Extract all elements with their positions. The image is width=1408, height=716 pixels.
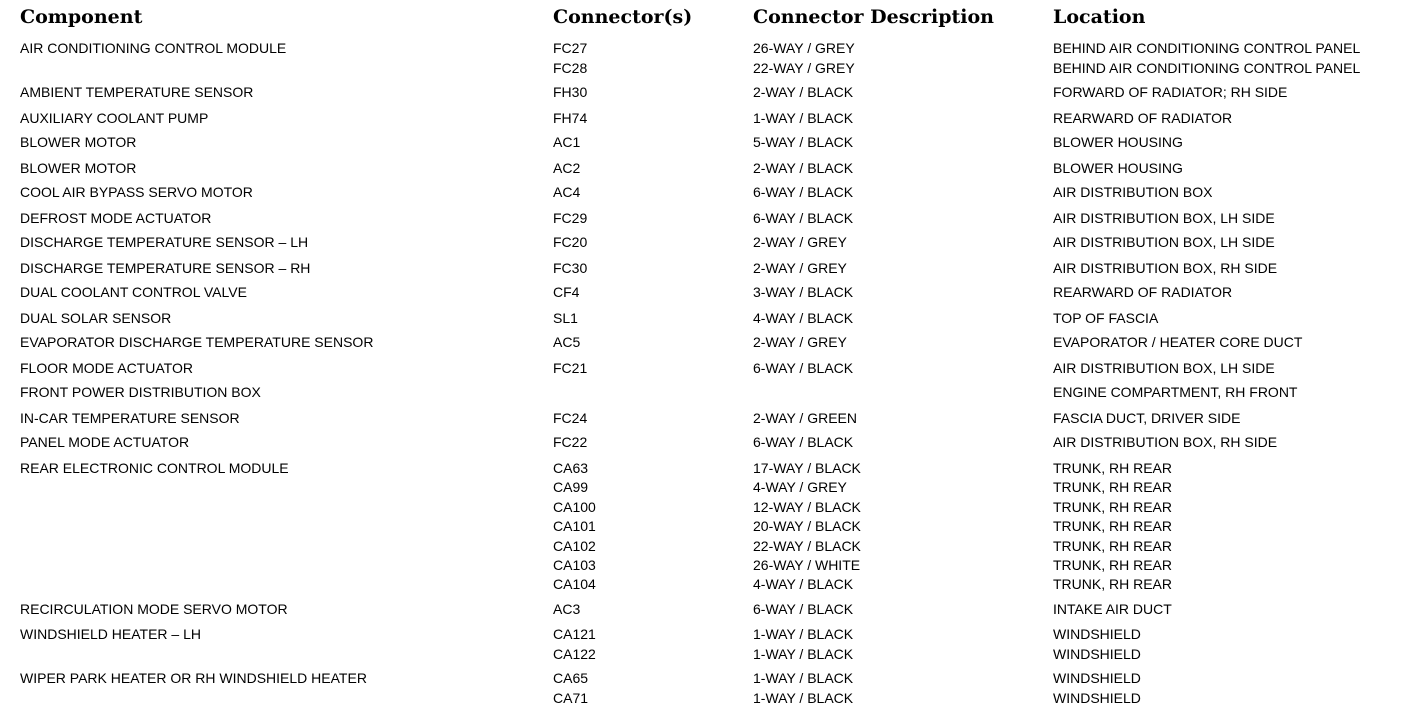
connector-description: 26-WAY / WHITE	[753, 557, 861, 573]
connector-id: AC3	[553, 601, 581, 617]
location-text: BLOWER HOUSING	[1053, 160, 1183, 176]
connector-description: 12-WAY / BLACK	[753, 499, 861, 515]
connector-description: 2-WAY / BLACK	[753, 84, 854, 100]
connector-description: 2-WAY / GREEN	[753, 410, 857, 426]
connector-id: FC20	[553, 234, 588, 250]
location-text: WINDSHIELD	[1053, 670, 1141, 686]
component-name: EVAPORATOR DISCHARGE TEMPERATURE SENSOR	[20, 334, 374, 350]
connector-id: CA63	[553, 460, 589, 476]
connector-description: 26-WAY / GREY	[753, 40, 855, 56]
connector-id: CF4	[553, 284, 580, 300]
location-text: FASCIA DUCT, DRIVER SIDE	[1053, 410, 1241, 426]
connector-id: CA103	[553, 557, 596, 573]
location-text: TOP OF FASCIA	[1053, 310, 1159, 326]
component-name: WIPER PARK HEATER OR RH WINDSHIELD HEATER	[20, 670, 367, 686]
component-name: DUAL SOLAR SENSOR	[20, 310, 172, 326]
connector-description: 2-WAY / GREY	[753, 234, 847, 250]
connector-id: FH30	[553, 84, 588, 100]
connector-id: CA71	[553, 690, 589, 706]
location-text: EVAPORATOR / HEATER CORE DUCT	[1053, 334, 1303, 350]
connector-description: 6-WAY / BLACK	[753, 360, 854, 376]
component-name: PANEL MODE ACTUATOR	[20, 434, 190, 450]
connector-description: 4-WAY / BLACK	[753, 310, 854, 326]
connector-description: 2-WAY / GREY	[753, 334, 847, 350]
connector-id: AC2	[553, 160, 581, 176]
component-name: RECIRCULATION MODE SERVO MOTOR	[20, 601, 288, 617]
location-text: AIR DISTRIBUTION BOX, LH SIDE	[1053, 210, 1275, 226]
connector-description: 20-WAY / BLACK	[753, 518, 861, 534]
location-text: BLOWER HOUSING	[1053, 134, 1183, 150]
location-text: FORWARD OF RADIATOR; RH SIDE	[1053, 84, 1288, 100]
component-name: FLOOR MODE ACTUATOR	[20, 360, 193, 376]
connector-id: AC5	[553, 334, 581, 350]
component-name: COOL AIR BYPASS SERVO MOTOR	[20, 184, 253, 200]
component-name: WINDSHIELD HEATER – LH	[20, 626, 201, 642]
connector-id: FC28	[553, 60, 588, 76]
location-text: WINDSHIELD	[1053, 626, 1141, 642]
connector-description: 4-WAY / GREY	[753, 479, 847, 495]
component-name: DISCHARGE TEMPERATURE SENSOR – RH	[20, 260, 311, 276]
connector-description: 6-WAY / BLACK	[753, 184, 854, 200]
location-text: AIR DISTRIBUTION BOX, LH SIDE	[1053, 360, 1275, 376]
location-text: REARWARD OF RADIATOR	[1053, 284, 1233, 300]
connector-id: CA99	[553, 479, 589, 495]
component-name: IN-CAR TEMPERATURE SENSOR	[20, 410, 240, 426]
location-text: TRUNK, RH REAR	[1053, 499, 1173, 515]
connector-id: CA65	[553, 670, 589, 686]
component-name: REAR ELECTRONIC CONTROL MODULE	[20, 460, 289, 476]
connector-description: 5-WAY / BLACK	[753, 134, 854, 150]
header-connector-description: Connector Description	[753, 6, 994, 28]
connector-id: SL1	[553, 310, 578, 326]
location-text: AIR DISTRIBUTION BOX, LH SIDE	[1053, 234, 1275, 250]
connector-description: 1-WAY / BLACK	[753, 690, 854, 706]
connector-id: CA104	[553, 576, 596, 592]
component-name: DEFROST MODE ACTUATOR	[20, 210, 212, 226]
component-name: AIR CONDITIONING CONTROL MODULE	[20, 40, 287, 56]
location-text: AIR DISTRIBUTION BOX, RH SIDE	[1053, 434, 1278, 450]
connector-id: FH74	[553, 110, 588, 126]
connector-id: FC30	[553, 260, 588, 276]
component-name: AUXILIARY COOLANT PUMP	[20, 110, 209, 126]
component-name: BLOWER MOTOR	[20, 160, 137, 176]
connector-description: 1-WAY / BLACK	[753, 670, 854, 686]
location-text: INTAKE AIR DUCT	[1053, 601, 1172, 617]
location-text: TRUNK, RH REAR	[1053, 538, 1173, 554]
location-text: TRUNK, RH REAR	[1053, 479, 1173, 495]
connector-description: 4-WAY / BLACK	[753, 576, 854, 592]
connector-description: 22-WAY / GREY	[753, 60, 855, 76]
connector-description: 1-WAY / BLACK	[753, 646, 854, 662]
connector-description: 22-WAY / BLACK	[753, 538, 861, 554]
header-location: Location	[1053, 6, 1146, 28]
location-text: TRUNK, RH REAR	[1053, 557, 1173, 573]
connector-id: FC22	[553, 434, 588, 450]
location-text: AIR DISTRIBUTION BOX, RH SIDE	[1053, 260, 1278, 276]
connector-description: 17-WAY / BLACK	[753, 460, 861, 476]
connector-id: FC27	[553, 40, 588, 56]
connector-id: CA100	[553, 499, 596, 515]
connector-description: 3-WAY / BLACK	[753, 284, 854, 300]
connector-id: FC21	[553, 360, 588, 376]
connector-id: AC4	[553, 184, 581, 200]
connector-description: 2-WAY / GREY	[753, 260, 847, 276]
component-name: FRONT POWER DISTRIBUTION BOX	[20, 384, 261, 400]
connector-id: FC29	[553, 210, 588, 226]
component-name: AMBIENT TEMPERATURE SENSOR	[20, 84, 254, 100]
location-text: WINDSHIELD	[1053, 646, 1141, 662]
connector-id: CA122	[553, 646, 596, 662]
connector-description: 6-WAY / BLACK	[753, 601, 854, 617]
location-text: WINDSHIELD	[1053, 690, 1141, 706]
connector-description: 2-WAY / BLACK	[753, 160, 854, 176]
location-text: TRUNK, RH REAR	[1053, 460, 1173, 476]
connector-description: 1-WAY / BLACK	[753, 626, 854, 642]
connector-id: CA102	[553, 538, 596, 554]
location-text: TRUNK, RH REAR	[1053, 518, 1173, 534]
location-text: TRUNK, RH REAR	[1053, 576, 1173, 592]
connector-description: 6-WAY / BLACK	[753, 434, 854, 450]
connector-id: CA121	[553, 626, 596, 642]
component-name: DUAL COOLANT CONTROL VALVE	[20, 284, 247, 300]
connector-id: AC1	[553, 134, 581, 150]
component-name: DISCHARGE TEMPERATURE SENSOR – LH	[20, 234, 309, 250]
location-text: ENGINE COMPARTMENT, RH FRONT	[1053, 384, 1298, 400]
location-text: BEHIND AIR CONDITIONING CONTROL PANEL	[1053, 60, 1361, 76]
location-text: AIR DISTRIBUTION BOX	[1053, 184, 1213, 200]
header-connectors: Connector(s)	[553, 6, 693, 28]
connector-description: 6-WAY / BLACK	[753, 210, 854, 226]
component-name: BLOWER MOTOR	[20, 134, 137, 150]
connector-id: FC24	[553, 410, 588, 426]
connector-description: 1-WAY / BLACK	[753, 110, 854, 126]
header-component: Component	[20, 6, 143, 28]
location-text: REARWARD OF RADIATOR	[1053, 110, 1233, 126]
location-text: BEHIND AIR CONDITIONING CONTROL PANEL	[1053, 40, 1361, 56]
connector-id: CA101	[553, 518, 596, 534]
